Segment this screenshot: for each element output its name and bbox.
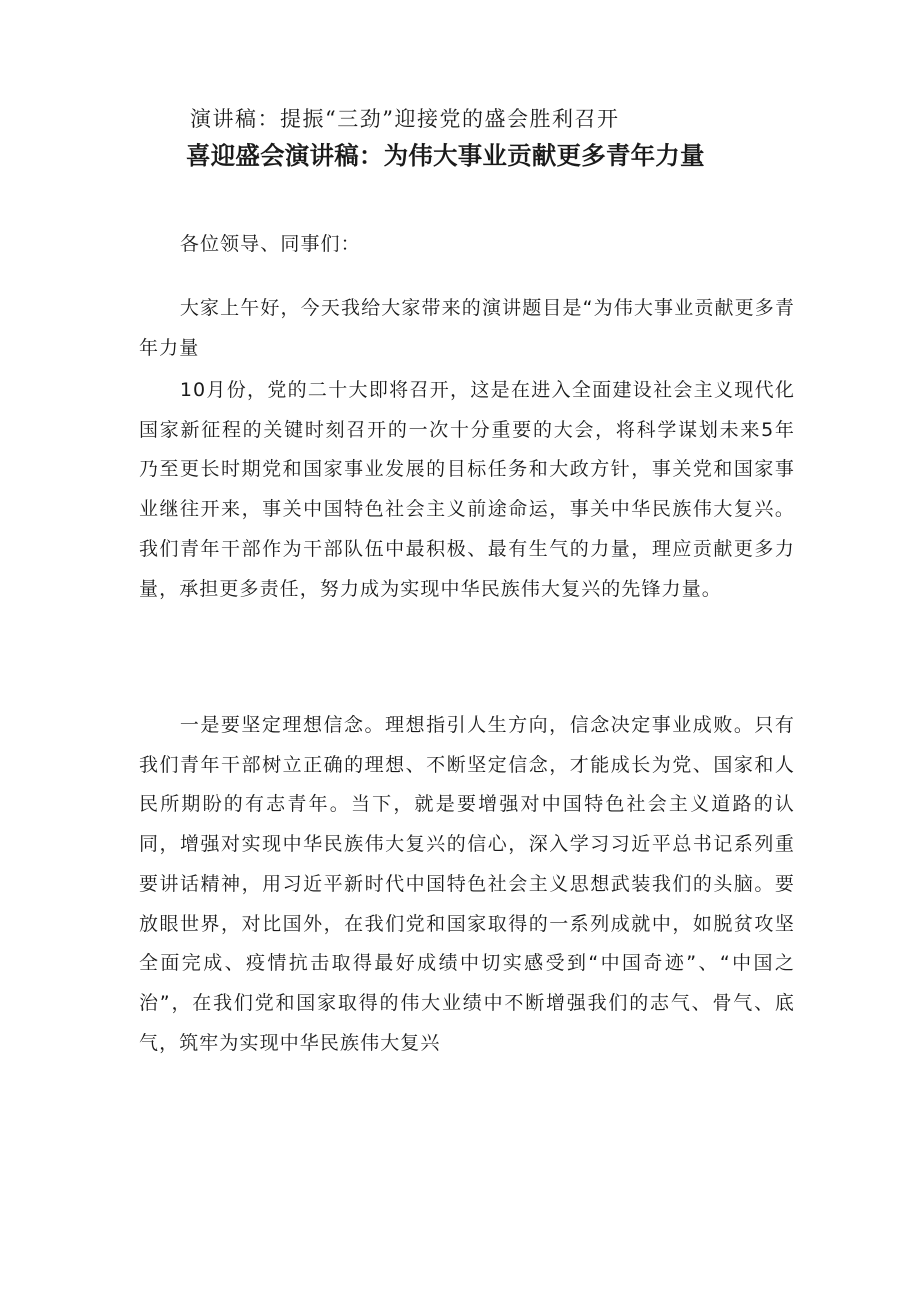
body-paragraph: 一是要坚定理想信念。理想指引人生方向，信念决定事业成败。只有我们青年干部树立正确的理想、不断坚定信念，才能成长为党、国家和人民所期盼的有志青年。当下，就是要增强对中国特色社会主义道路的认同，增强对实现中华民族伟大复兴的信心，深入学习习近平总书记系列重要讲话精神，用习近平新时代中国特色社会主义思想武装我们的头脑。要放眼世界，对比国外，在我们党和国家取得的一系列成就中，如脱贫攻坚全面完成、疫情抗击取得最好成绩中切实感受到“中国奇迹”、“中国之治”，在我们党和国家取得的伟大业绩中不断增强我们的志气、骨气、底气，筑牢为实现中华民族伟大复兴 [139, 714, 795, 1054]
body-paragraph: 10月份，党的二十大即将召开，这是在进入全面建设社会主义现代化国家新征程的关键时刻召开的一次十分重要的大会，将科学谋划未来5年乃至更长时期党和国家事业发展的目标任务和大政方针，事关党和国家事业继往开来，事关中国特色社会主义前途命运，事关中华民族伟大复兴。我们青年干部作为干部队伍中最积极、最有生气的力量，理应贡献更多力量，承担更多责任，努力成为实现中华民族伟大复兴的先锋力量。 [139, 379, 795, 600]
greeting-paragraph: 各位领导、同事们： [179, 233, 361, 255]
document-title: 喜迎盛会演讲稿：为伟大事业贡献更多青年力量 [186, 141, 705, 170]
intro-paragraph: 大家上午好，今天我给大家带来的演讲题目是“为伟大事业贡献更多青年力量 [139, 297, 795, 359]
document-subtitle: 演讲稿：提振“三劲”迎接党的盛会胜利召开 [190, 107, 620, 131]
